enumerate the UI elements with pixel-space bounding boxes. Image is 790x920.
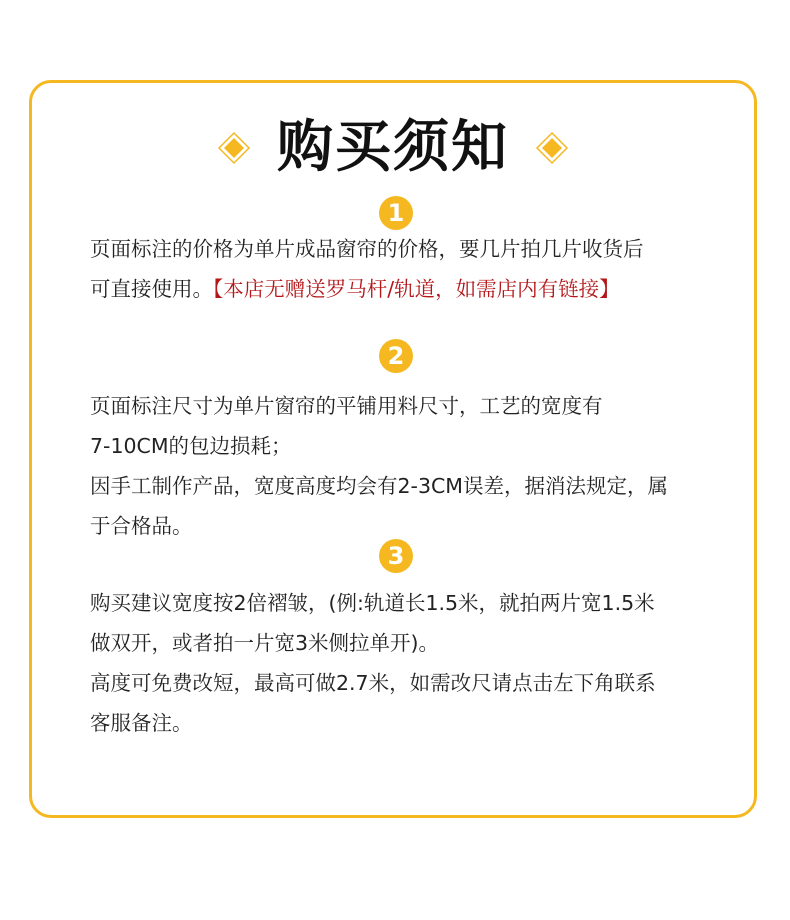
section-1-line-2 <box>90 269 710 309</box>
section-number-badge-1: 1 <box>379 196 413 230</box>
section-1-line-2-text: 可直接使用。 <box>90 277 213 301</box>
diamond-right-icon <box>535 131 569 165</box>
section-2-text <box>90 386 710 546</box>
section-number-badge-2: 2 <box>379 339 413 373</box>
notice-card <box>29 80 757 818</box>
section-1-text <box>90 229 710 309</box>
section-2-line-4: 于合格品。 <box>90 514 193 538</box>
section-3-line-1: 购买建议宽度按2倍褶皱，(例:轨道长1.5米，就拍两片宽1.5米 <box>90 591 655 615</box>
section-1-line-1: 页面标注的价格为单片成品窗帘的价格，要几片拍几片收货后 <box>90 237 644 261</box>
diamond-left-icon <box>217 131 251 165</box>
section-3-line-2: 做双开，或者拍一片宽3米侧拉单开)。 <box>90 631 440 655</box>
section-1-highlight: 【本店无赠送罗马杆/轨道，如需店内有链接】 <box>213 277 620 301</box>
section-2-line-1: 页面标注尺寸为单片窗帘的平铺用料尺寸，工艺的宽度有 <box>90 394 603 418</box>
section-3-line-3: 高度可免费改短，最高可做2.7米，如需改尺请点击左下角联系 <box>90 671 656 695</box>
section-3-text <box>90 583 710 743</box>
title-row <box>32 113 754 183</box>
section-2-line-3: 因手工制作产品，宽度高度均会有2-3CM误差，据消法规定，属 <box>90 474 668 498</box>
section-2-line-2: 7-10CM的包边损耗； <box>90 434 292 458</box>
page-title: 购买须知 <box>277 115 509 180</box>
section-number-badge-3: 3 <box>379 539 413 573</box>
section-3-line-4: 客服备注。 <box>90 711 193 735</box>
